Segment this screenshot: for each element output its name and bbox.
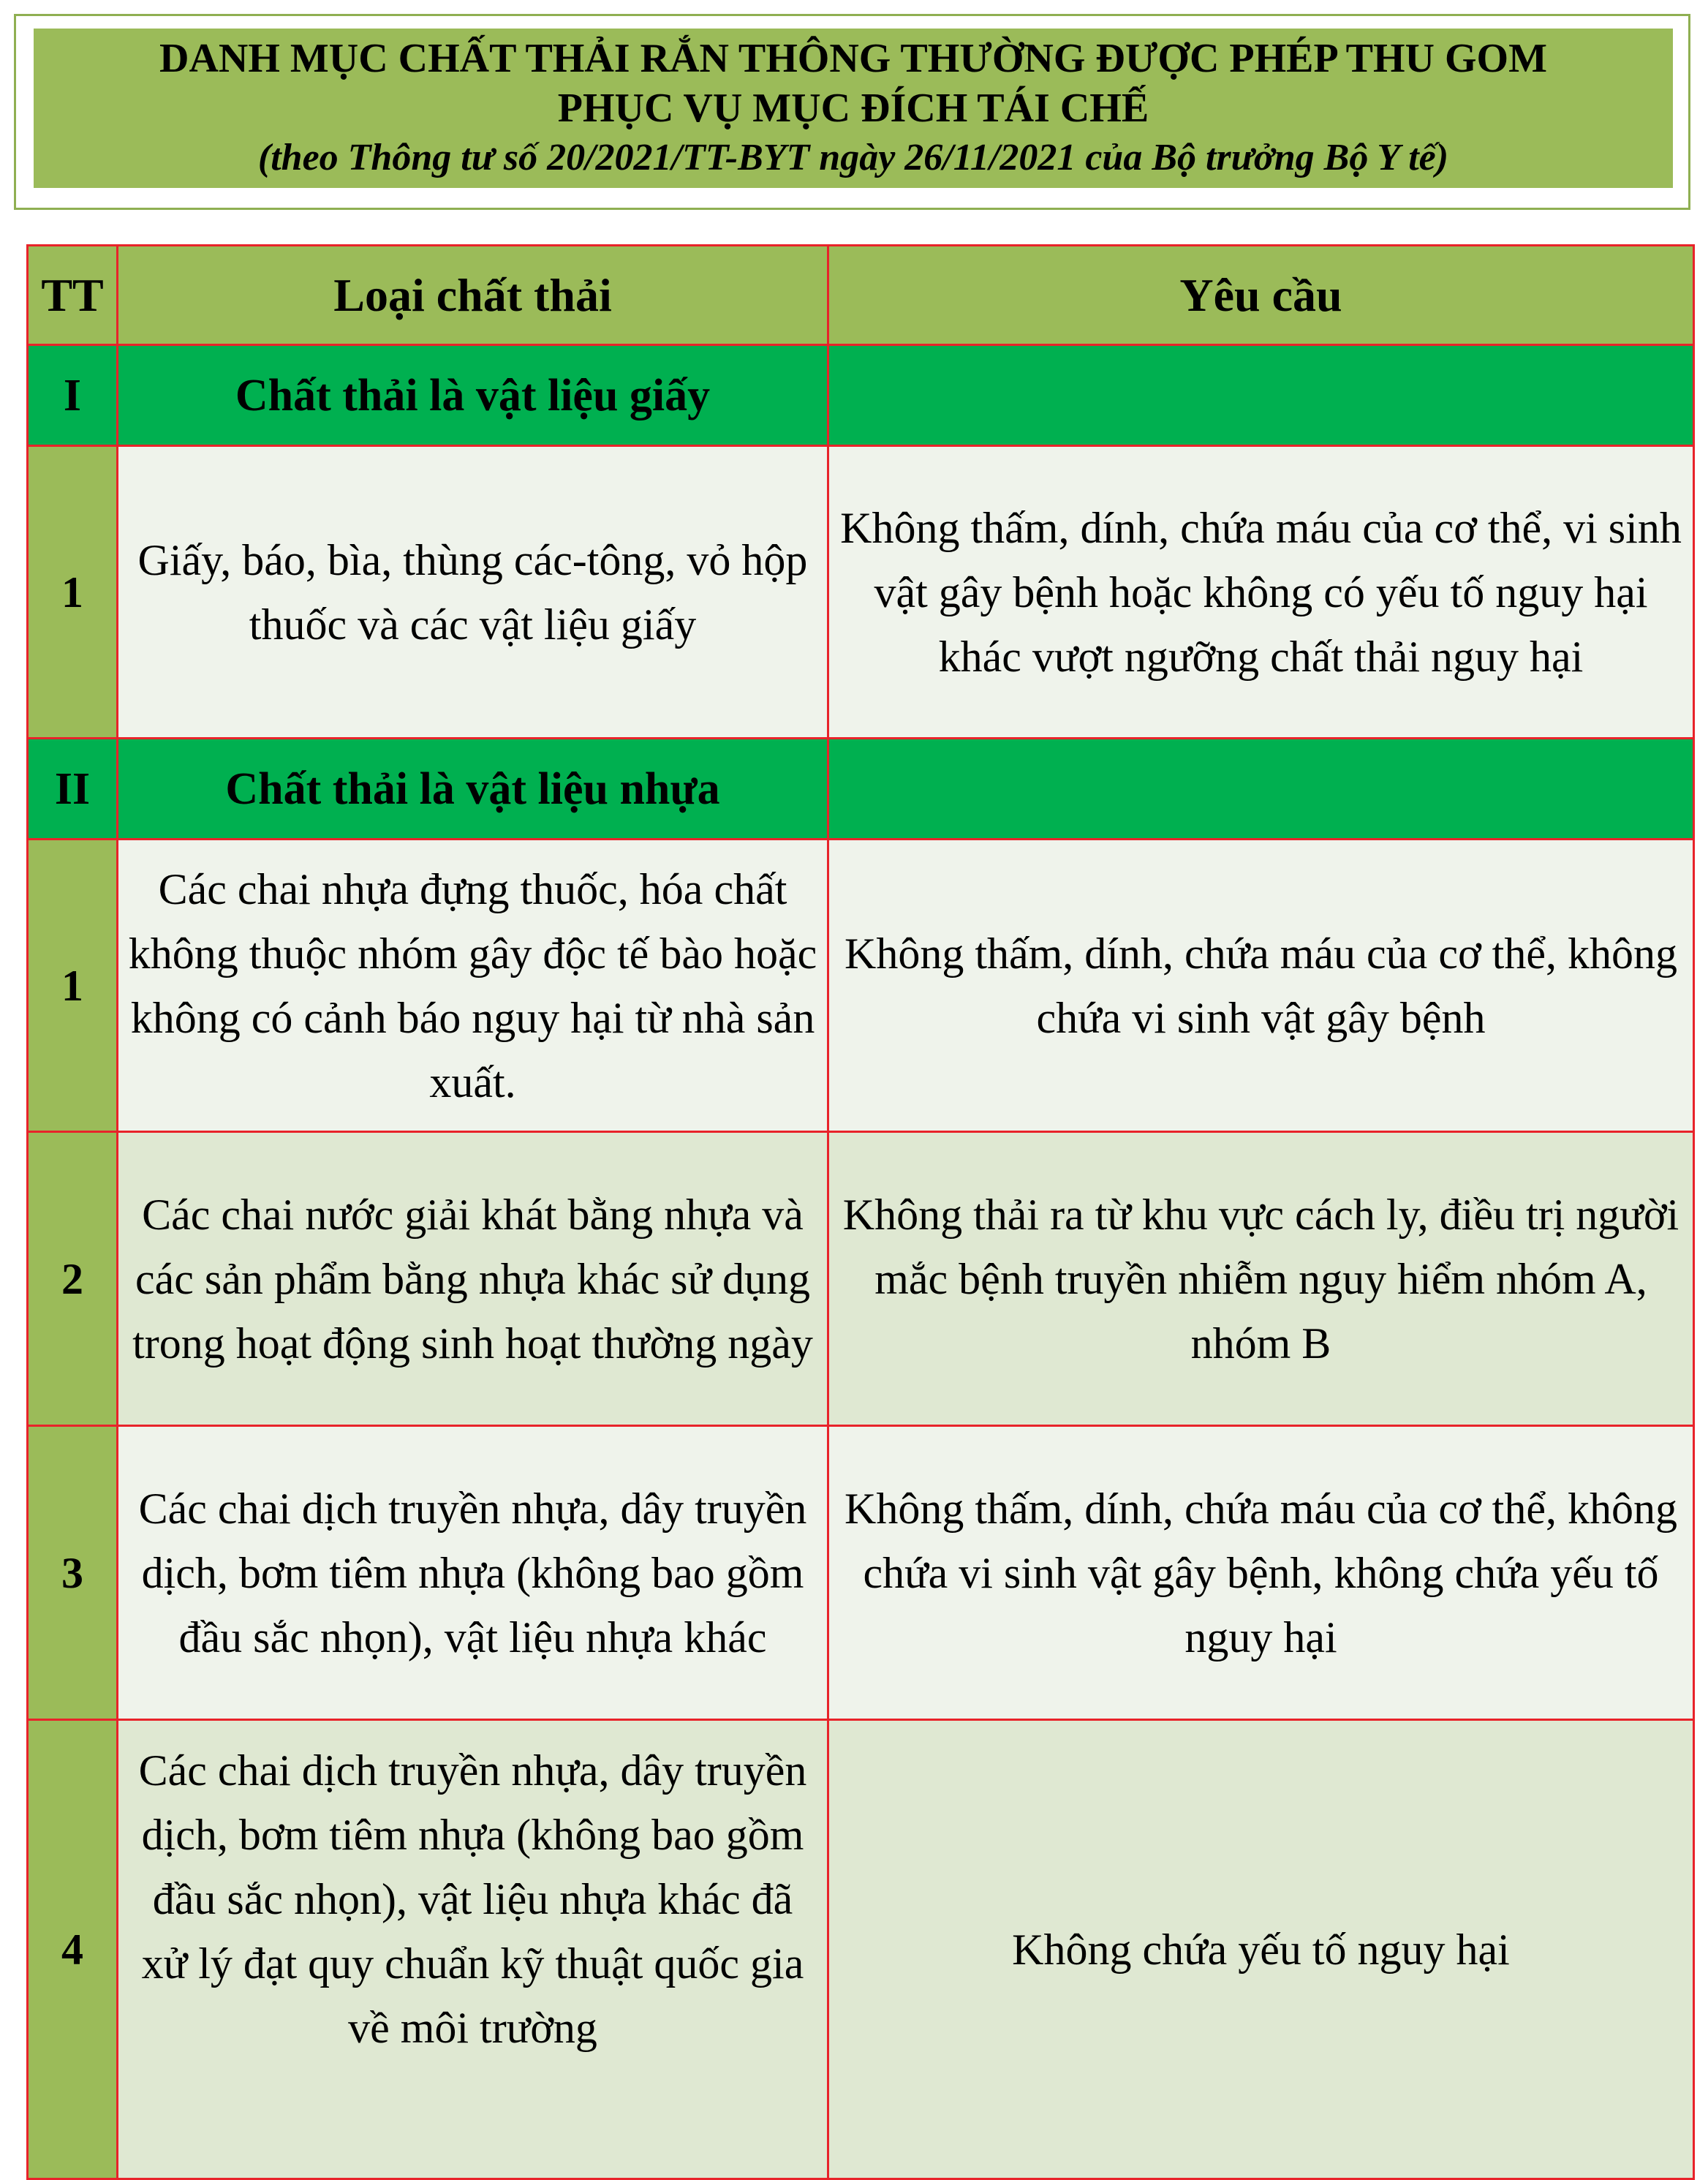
section-number: I [28,345,118,446]
title-line-1: DANH MỤC CHẤT THẢI RẮN THÔNG THƯỜNG ĐƯỢC PHÉP THU GOM [159,36,1547,81]
requirement-cell: Không chứa yếu tố nguy hại [828,1720,1694,2179]
waste-type-cell: Các chai dịch truyền nhựa, dây truyền dịch, bơm tiêm nhựa (không bao gồm đầu sắc nhọn), vật liệu nhựa khác đã xử lý đạt quy chuẩn kỹ thuật quốc gia về môi trường [118,1720,828,2179]
requirement-cell: Không thấm, dính, chứa máu của cơ thể, không chứa vi sinh vật gây bệnh [828,840,1694,1132]
section-empty-cell [828,345,1694,446]
section-number: II [28,739,118,840]
row-number: 4 [28,1720,118,2179]
section-title: Chất thải là vật liệu giấy [118,345,828,446]
row-number: 3 [28,1426,118,1720]
title-line-2: PHỤC VỤ MỤC ĐÍCH TÁI CHẾ [557,86,1149,131]
title-subtitle: (theo Thông tư số 20/2021/TT-BYT ngày 26/11/2021 của Bộ trưởng Bộ Y tế) [257,137,1449,178]
title-box [14,14,1690,210]
waste-type-cell: Giấy, báo, bìa, thùng các-tông, vỏ hộp thuốc và các vật liệu giấy [118,446,828,739]
table-row [28,446,1694,739]
header-requirement: Yêu cầu [828,246,1694,345]
waste-type-cell: Các chai nhựa đựng thuốc, hóa chất không thuộc nhóm gây độc tế bào hoặc không có cảnh báo nguy hại từ nhà sản xuất. [118,840,828,1132]
row-number: 1 [28,840,118,1132]
title-banner [34,29,1673,188]
header-tt: TT [28,246,118,345]
waste-type-cell: Các chai dịch truyền nhựa, dây truyền dịch, bơm tiêm nhựa (không bao gồm đầu sắc nhọn), vật liệu nhựa khác [118,1426,828,1720]
table-row [28,1132,1694,1426]
row-number: 2 [28,1132,118,1426]
waste-type-cell: Các chai nước giải khát bằng nhựa và các sản phẩm bằng nhựa khác sử dụng trong hoạt động sinh hoạt thường ngày [118,1132,828,1426]
section-empty-cell [828,739,1694,840]
row-number: 1 [28,446,118,739]
requirement-cell: Không thải ra từ khu vực cách ly, điều trị người mắc bệnh truyền nhiễm nguy hiểm nhóm A, nhóm B [828,1132,1694,1426]
table-row [28,840,1694,1132]
table-row [28,1720,1694,2179]
section-row [28,739,1694,840]
requirement-cell: Không thấm, dính, chứa máu của cơ thể, vi sinh vật gây bệnh hoặc không có yếu tố nguy hại khác vượt ngưỡng chất thải nguy hại [828,446,1694,739]
table-header-row [28,246,1694,345]
waste-table [26,244,1695,2180]
requirement-cell: Không thấm, dính, chứa máu của cơ thể, không chứa vi sinh vật gây bệnh, không chứa yếu tố nguy hại [828,1426,1694,1720]
header-waste-type: Loại chất thải [118,246,828,345]
table-row [28,1426,1694,1720]
section-title: Chất thải là vật liệu nhựa [118,739,828,840]
section-row [28,345,1694,446]
